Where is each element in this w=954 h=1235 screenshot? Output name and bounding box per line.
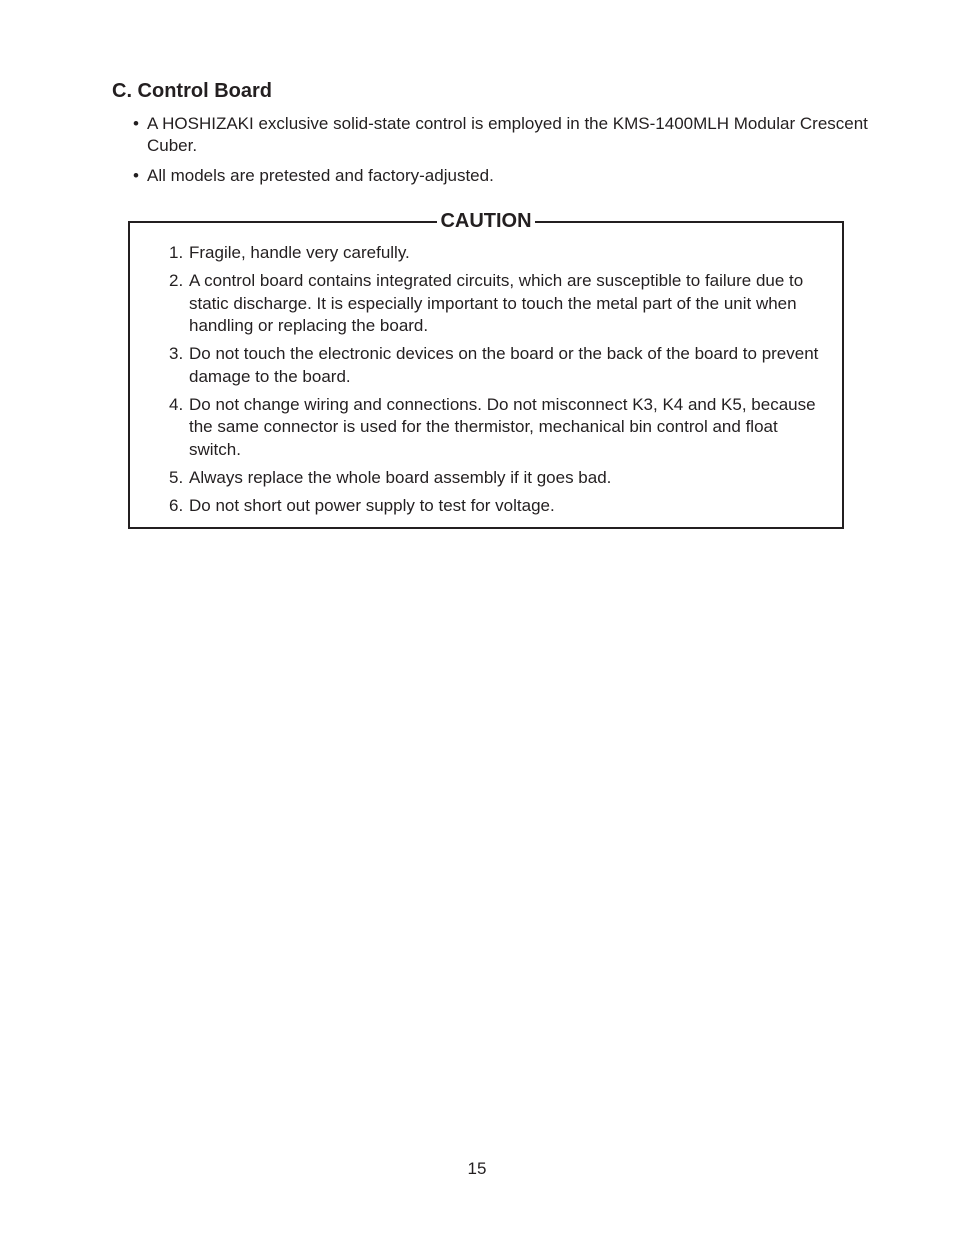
caution-item — [169, 343, 829, 388]
caution-item-number: 3. — [169, 344, 184, 363]
caution-item-number: 4. — [169, 394, 184, 414]
bullet-item — [133, 165, 873, 187]
caution-item-text: Fragile, handle very carefully. — [189, 243, 410, 262]
section-heading: C. Control Board — [112, 80, 272, 102]
caution-title — [130, 209, 842, 233]
caution-item-text: Do not short out power supply to test for voltage. — [189, 495, 555, 515]
caution-list — [169, 242, 829, 523]
caution-item — [169, 467, 829, 490]
caution-item — [169, 495, 829, 518]
bullet-icon: • — [133, 166, 139, 185]
bullet-icon: • — [133, 114, 139, 133]
caution-item — [169, 270, 829, 338]
caution-item-number: 1. — [169, 243, 184, 262]
caution-item — [169, 242, 829, 265]
bullet-item — [133, 113, 873, 157]
bullet-list — [133, 113, 873, 195]
caution-item-text: A control board contains integrated circuits, which are susceptible to failure due to static discharge. It is especially important to touch the metal part of the unit when handling or replacing the board. — [189, 271, 804, 335]
caution-box — [128, 210, 844, 529]
caution-item-text: Always replace the whole board assembly if it goes bad. — [189, 467, 612, 487]
caution-item-number: 6. — [169, 495, 184, 515]
bullet-text: A HOSHIZAKI exclusive solid-state control is employed in the KMS-1400MLH Modular Crescent Cuber. — [147, 114, 868, 155]
page-number: 15 — [467, 1159, 487, 1178]
caution-item-text: Do not touch the electronic devices on the board or the back of the board to prevent damage to the board. — [189, 344, 819, 386]
caution-item-number: 2. — [169, 271, 184, 290]
caution-item — [169, 394, 829, 462]
caution-item-number: 5. — [169, 467, 184, 487]
caution-title-text: CAUTION — [437, 210, 534, 232]
caution-item-text: Do not change wiring and connections. Do not misconnect K3, K4 and K5, because the same connector is used for the thermistor, mechanical bin control and float switch. — [189, 394, 816, 459]
bullet-text: All models are pretested and factory-adjusted. — [147, 166, 494, 185]
